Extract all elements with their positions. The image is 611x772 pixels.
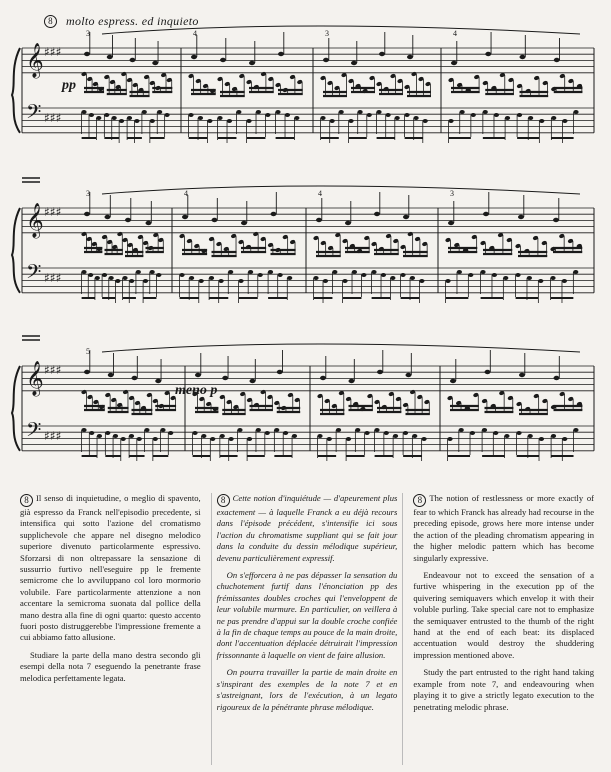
tempo-heading (44, 14, 199, 29)
melody-note (84, 52, 90, 56)
bass-note (256, 110, 261, 114)
french-paragraph-3: On pourra travailler la partie de main droite en s'inspirant des exemples de la note 7 et en s'astreignant, lors de l'exécution, à un legato rigoureux de la pénétrante phrase mélodique. (216, 667, 398, 712)
bass-note (386, 113, 391, 117)
bass-note (493, 431, 498, 435)
bass-note (81, 428, 86, 432)
treble-clef: 𝄞 (26, 203, 44, 238)
bass-note (317, 434, 322, 438)
bass-note (482, 428, 487, 432)
dynamic-meno-p: meno p (175, 383, 218, 398)
bass-note (503, 276, 508, 280)
bass-note (492, 273, 497, 277)
dynamic-pp: pp (62, 78, 76, 93)
key-signature: ♯♯♯ (44, 205, 62, 219)
key-signature: ♯♯♯ (44, 363, 62, 377)
bass-note (551, 116, 556, 120)
bass-note (342, 279, 347, 283)
fingering-number: 4 (184, 189, 188, 198)
bass-note (96, 116, 101, 120)
melody-note (278, 52, 284, 56)
melody-note (108, 373, 114, 377)
bass-note (246, 119, 251, 123)
bass-note (528, 434, 533, 438)
melody-note (84, 370, 90, 374)
bass-note (381, 273, 386, 277)
bass-clef: 𝄢 (26, 418, 42, 446)
bass-note (384, 431, 389, 435)
bass-note (150, 270, 155, 274)
bass-note (143, 279, 148, 283)
bass-note (283, 431, 288, 435)
bass-note (228, 270, 233, 274)
fingering-number: 3 (325, 29, 329, 38)
commentary-columns (20, 493, 594, 765)
bass-note (358, 110, 363, 114)
bass-note (517, 113, 522, 117)
bass-note (189, 276, 194, 280)
italian-paragraph-2: Studiare la parte della mano destra secondo gli esempi della nota 7 eseguendo la penetrante frase melodica perfettamente legata. (20, 649, 201, 683)
bass-note (573, 428, 578, 432)
italian-paragraph-1 (20, 493, 201, 644)
bass-note (460, 110, 465, 114)
key-signature: ♯♯♯ (44, 429, 62, 443)
bass-note (164, 113, 169, 117)
bass-note (550, 276, 555, 280)
bass-note (275, 110, 280, 114)
bass-note (238, 279, 243, 283)
bass-note (551, 434, 556, 438)
bass-note (156, 273, 161, 277)
melody-note (520, 55, 526, 59)
bass-note (292, 434, 297, 438)
bass-note (229, 437, 234, 441)
bass-note (352, 270, 357, 274)
bass-note (374, 428, 379, 432)
bass-note (414, 116, 419, 120)
english-paragraph-1 (413, 493, 594, 564)
bass-note (285, 113, 290, 117)
bass-note (137, 437, 142, 441)
phrase-slur (102, 344, 580, 352)
bass-note (188, 113, 193, 117)
bass-note (207, 119, 212, 123)
bass-note (562, 119, 567, 123)
bass-note (153, 437, 158, 441)
treble-clef: 𝄞 (26, 43, 44, 78)
fingering-number: 4 (453, 29, 457, 38)
bass-note (265, 113, 270, 117)
english-paragraph-3: Study the part entrusted to the right hand taking example from note 7, and endeavouring when playing it to give a strictly legato execution to the penetrating melodic phrase. (413, 667, 595, 712)
english-text-1: The notion of restlessness or more exactly of fear to which Franck has already had recourse in the preceding episode, grows here more intense under the action of the pleading chromatism appearing in the higher melodic pattern which has become singularly expressive. (413, 493, 595, 563)
bass-note (562, 437, 567, 441)
melody-note (146, 221, 152, 225)
fingering-number: 5 (86, 347, 90, 356)
bass-note (505, 116, 510, 120)
bass-note (313, 276, 318, 280)
bass-note (457, 270, 462, 274)
fingering-number: 3 (86, 29, 90, 38)
key-signature: ♯♯♯ (44, 111, 62, 125)
melody-note (407, 55, 413, 59)
bass-note (527, 276, 532, 280)
bass-note (471, 113, 476, 117)
bass-note (504, 434, 509, 438)
bass-note (113, 434, 118, 438)
key-signature: ♯♯♯ (44, 271, 62, 285)
system-brace (12, 48, 20, 133)
melody-note (485, 370, 491, 374)
bass-note (516, 431, 521, 435)
melody-note (105, 215, 111, 219)
melody-note (212, 218, 218, 222)
melody-note (130, 58, 136, 62)
bass-note (198, 116, 203, 120)
bass-note (217, 116, 222, 120)
system-brace (12, 208, 20, 293)
note-number-marker: 8 (44, 15, 57, 28)
bass-note (348, 119, 353, 123)
bass-note (210, 437, 215, 441)
bass-note (144, 428, 149, 432)
melody-note (554, 376, 560, 380)
bass-note (400, 273, 405, 277)
bass-note (448, 119, 453, 123)
bass-note (339, 110, 344, 114)
bass-note (562, 279, 567, 283)
fingering-number: 4 (193, 29, 197, 38)
melody-note (553, 218, 559, 222)
melody-note (152, 61, 158, 65)
melody-note (377, 370, 383, 374)
melody-note (84, 212, 90, 216)
bass-note (157, 110, 162, 114)
bass-note (515, 273, 520, 277)
bass-note (105, 431, 110, 435)
note-number-marker: 8 (413, 494, 426, 507)
bass-note (256, 428, 261, 432)
bass-note (361, 273, 366, 277)
bass-note (367, 113, 372, 117)
bass-note (258, 273, 263, 277)
bass-note (483, 110, 488, 114)
tempo-marking: molto espress. ed inquieto (66, 14, 199, 28)
bass-note (109, 276, 114, 280)
french-text-1: Cette notion d'inquiétude — d'apeurement plus exactement — à laquelle Franck a eu déjà recours dans l'épisode précédent, s'intensifie ici sous l'action du chromatisme suppliant qui se fait jour dans la conduite du dessin mélodique supérieur, devenu particulièrement expressif. (216, 493, 398, 563)
melody-note (320, 376, 326, 380)
melody-note (406, 373, 412, 377)
bass-note (470, 431, 475, 435)
melody-note (271, 212, 277, 216)
bass-note (277, 273, 282, 277)
melody-note (250, 379, 256, 383)
melody-note (351, 61, 357, 65)
commentary-french (211, 493, 404, 765)
bass-note (150, 119, 155, 123)
bass-note (336, 428, 341, 432)
bass-note (419, 279, 424, 283)
commentary-english (413, 493, 594, 765)
bass-note (179, 273, 184, 277)
melody-note (132, 376, 138, 380)
bass-note (371, 270, 376, 274)
bass-note (447, 437, 452, 441)
bass-note (192, 431, 197, 435)
bass-note (346, 437, 351, 441)
bass-note (121, 437, 126, 441)
bass-note (390, 276, 395, 280)
bass-clef: 𝄢 (26, 100, 42, 128)
bass-note (119, 119, 124, 123)
bass-note (81, 110, 86, 114)
melody-note (374, 212, 380, 216)
melody-note (191, 55, 197, 59)
key-signature: ♯♯♯ (44, 45, 62, 59)
bass-note (393, 434, 398, 438)
bass-note (104, 113, 109, 117)
bass-note (136, 270, 141, 274)
bass-note (410, 276, 415, 280)
bass-note (445, 279, 450, 283)
bass-note (160, 428, 165, 432)
bass-note (127, 116, 132, 120)
bass-note (268, 270, 273, 274)
bass-note (423, 119, 428, 123)
melody-note (222, 376, 228, 380)
bass-note (134, 119, 139, 123)
melody-note (450, 379, 456, 383)
bass-note (237, 428, 242, 432)
bass-note (287, 276, 292, 280)
fingering-number: 3 (450, 189, 454, 198)
melody-note (554, 58, 560, 62)
melody-note (519, 373, 525, 377)
bass-note (201, 434, 206, 438)
bass-note (355, 428, 360, 432)
melody-note (349, 379, 355, 383)
bass-note (129, 434, 134, 438)
bass-note (421, 437, 426, 441)
melody-note (485, 52, 491, 56)
melody-note (195, 373, 201, 377)
bass-note (142, 110, 147, 114)
bass-note (199, 279, 204, 283)
melody-note (403, 215, 409, 219)
fingering-number: 3 (86, 189, 90, 198)
bass-note (539, 437, 544, 441)
bass-note (168, 431, 173, 435)
melody-note (125, 218, 131, 222)
bass-note (227, 119, 232, 123)
bass-note (89, 431, 94, 435)
bass-note (404, 113, 409, 117)
bass-note (274, 428, 279, 432)
melody-note (182, 215, 188, 219)
bass-note (97, 434, 102, 438)
bass-note (323, 279, 328, 283)
system-brace (12, 366, 20, 451)
melody-note (155, 379, 161, 383)
melody-note (316, 218, 322, 222)
phrase-slur (102, 186, 580, 194)
bass-note (480, 270, 485, 274)
bass-note (102, 273, 107, 277)
bass-note (95, 276, 100, 280)
bass-clef: 𝄢 (26, 260, 42, 288)
bass-note (364, 431, 369, 435)
melody-note (277, 370, 283, 374)
note-number-marker: 8 (20, 494, 33, 507)
melody-note (241, 221, 247, 225)
bass-note (376, 110, 381, 114)
bass-note (403, 431, 408, 435)
bass-note (218, 279, 223, 283)
bass-note (573, 270, 578, 274)
bass-note (115, 279, 120, 283)
bass-note (209, 276, 214, 280)
bass-note (528, 116, 533, 120)
melody-note (483, 212, 489, 216)
bass-note (573, 110, 578, 114)
italian-text-1: Il senso di inquietudine, o meglio di spavento, già espresso da Franck nell'episodio precedente, si intensifica qui sotto l'azione del cromatismo supplichevole che appare nel disegno melodico superiore divenuto particolarmente espressivo. Sforzarsi di non oltrepassare la sensazione di sussurrio furtivo nell'eseguire pp le fremente semicrome che lo avviluppano col loro mormorio volubile. Fare particolarmente attenzione a non accentare la semicroma suonata dal pollice della mano destra alla fine di ogni quarto: questo accento fuori posto distruggerebbe l'impressione fremente a cui abbiamo fatto allusione. (20, 493, 201, 643)
melody-note (448, 221, 454, 225)
bass-note (459, 428, 464, 432)
bass-note (89, 113, 94, 117)
bass-note (88, 273, 93, 277)
bass-note (236, 110, 241, 114)
bass-note (81, 270, 86, 274)
bass-note (539, 119, 544, 123)
note-number-marker: 8 (217, 494, 230, 507)
bass-note (494, 113, 499, 117)
melody-note (379, 52, 385, 56)
bass-note (294, 116, 299, 120)
french-paragraph-1 (217, 493, 398, 564)
bass-note (412, 434, 417, 438)
bass-note (129, 279, 134, 283)
melody-note (518, 215, 524, 219)
bass-note (320, 116, 325, 120)
bass-note (220, 434, 225, 438)
bass-note (538, 279, 543, 283)
bass-note (395, 116, 400, 120)
bass-note (122, 276, 127, 280)
bass-note (468, 273, 473, 277)
bass-note (327, 437, 332, 441)
melody-note (451, 61, 457, 65)
bass-note (265, 431, 270, 435)
melody-note (249, 61, 255, 65)
bass-note (247, 437, 252, 441)
melody-note (220, 58, 226, 62)
english-paragraph-2: Endeavour not to exceed the sensation of a furtive whispering in the execution pp of the quivering semiquavers which envelop it with their voluble purling. Take special care not to emphasize the semiquaver entrusted to the thumb of the right hand at the end of each beat: its displaced accentuation would destroy the shuddering impression mentioned above. (413, 570, 595, 660)
bass-note (332, 270, 337, 274)
bass-note (248, 270, 253, 274)
treble-clef: 𝄞 (26, 361, 44, 396)
bass-note (112, 116, 117, 120)
melody-note (345, 221, 351, 225)
melody-note (107, 55, 113, 59)
melody-note (323, 58, 329, 62)
commentary-italian (20, 493, 201, 765)
bass-note (330, 119, 335, 123)
french-paragraph-2: On s'efforcera à ne pas dépasser la sensation du chuchotement furtif dans l'énonciation pp des frémissantes doubles croches qui l'enveloppent de leur volubile murmure. En particulier, on veillera à ne pas prendre d'appui sur la double croche confiée à la fin de chaque temps au pouce de la main droite, dont l'accentuation déplacée détruirait l'impression frissonnante à laquelle on vient de faire allusion. (216, 570, 398, 660)
fingering-number: 4 (318, 189, 322, 198)
